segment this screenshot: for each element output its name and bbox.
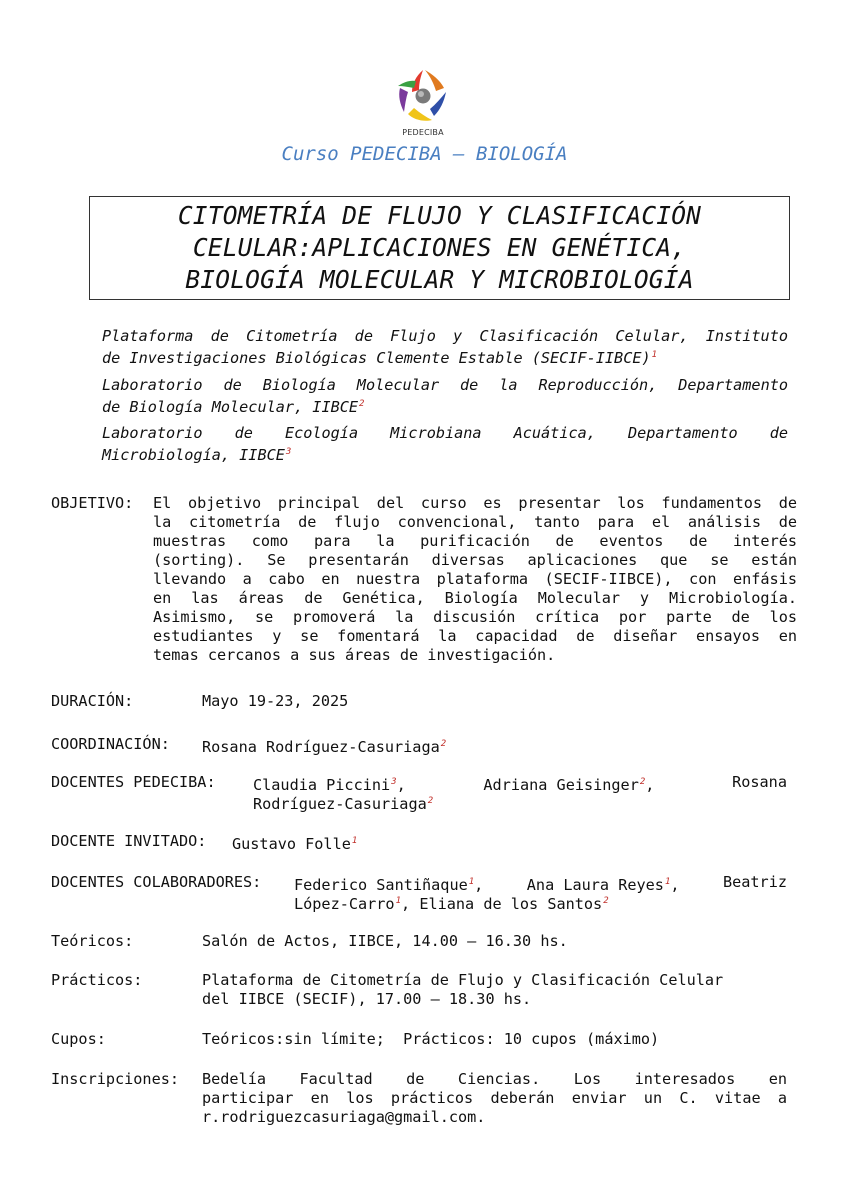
- colaborador-santinaque: Federico Santiñaque$^1$,: [294, 876, 484, 894]
- practicos-line-1: Plataforma de Citometría de Flujo y Clasificación Celular: [202, 971, 724, 989]
- affiliation-3-ref: 3: [285, 447, 292, 457]
- docente-name: Gustavo Folle: [232, 835, 351, 853]
- course-subtitle: Curso PEDECIBA – BIOLOGÍA: [281, 143, 568, 165]
- docente-geisinger: Adriana Geisinger$^2$,: [483, 776, 655, 794]
- title-box: [89, 196, 790, 300]
- affiliation-1: [102, 327, 788, 368]
- star-logo-icon: [392, 66, 454, 128]
- inscripciones-line-2: participar en los prácticos deberán enviar un C. vitae a: [202, 1089, 787, 1107]
- affiliation-1-line1: Plataforma de Citometría de Flujo y Clasificación Celular, Instituto: [102, 327, 788, 345]
- objetivo-line-5: llevando a cabo en nuestra plataforma (SECIF-IIBCE), con enfásis: [153, 570, 797, 588]
- docente-name: Adriana Geisinger: [483, 776, 639, 794]
- docente-invitado-label: DOCENTE INVITADO:: [51, 832, 207, 850]
- inscripciones-label: Inscripciones:: [51, 1070, 180, 1088]
- title-line-1: CITOMETRÍA DE FLUJO Y CLASIFICACIÓN: [177, 201, 702, 230]
- practicos-line-2: del IIBCE (SECIF), 17.00 – 18.30 hs.: [202, 990, 532, 1008]
- objetivo-line-4: (sorting). Se presentarán diversas aplicaciones que se están: [153, 551, 797, 569]
- docente-name: Claudia Piccini: [253, 776, 391, 794]
- affiliation-2-ref: 2: [359, 399, 365, 409]
- colaborador-beatriz: Beatriz: [722, 873, 787, 891]
- docente-ref: 2: [639, 777, 646, 787]
- affiliation-1-line2: de Investigaciones Biológicas Clemente Estable (SECIF-IIBCE): [102, 349, 651, 367]
- objetivo-line-7: Asimismo, se promoverá la discusión crítica por parte de los: [153, 608, 797, 626]
- docentes-pedeciba-label: DOCENTES PEDECIBA:: [51, 773, 216, 791]
- docente-ref: 1: [351, 836, 358, 846]
- affiliation-2: [102, 376, 788, 417]
- affiliation-2-line2: de Biología Molecular, IIBCE: [102, 398, 359, 416]
- objetivo-line-3: muestras como para la purificación de eventos de interés: [153, 532, 797, 550]
- affiliation-2-line1: Laboratorio de Biología Molecular de la Reproducción, Departamento: [102, 376, 788, 394]
- docentes-colaboradores-label: DOCENTES COLABORADORES:: [51, 873, 262, 891]
- affiliation-3: [102, 424, 788, 465]
- colaborador-ref: 2: [603, 896, 609, 906]
- coordinacion-name: Rosana Rodríguez-Casuriaga: [202, 738, 440, 756]
- duracion-value: Mayo 19-23, 2025: [202, 692, 349, 710]
- coordinacion-label: COORDINACIÓN:: [51, 735, 170, 753]
- colaborador-ref: 1: [664, 877, 671, 887]
- teoricos-label: Teóricos:: [51, 932, 134, 950]
- logo-caption: PEDECIBA: [402, 128, 444, 137]
- docente-invitado-value: [232, 832, 357, 854]
- affiliation-3-line1: Laboratorio de Ecología Microbiana Acuática, Departamento de: [102, 424, 788, 442]
- colaborador-name: Ana Laura Reyes: [526, 876, 664, 894]
- colaborador-name: Eliana de los Santos: [419, 895, 603, 913]
- affiliation-3-line2: Microbiología, IIBCE: [102, 446, 285, 464]
- teoricos-value: Salón de Actos, IIBCE, 14.00 – 16.30 hs.: [202, 932, 568, 950]
- cupos-value: Teóricos:sin límite; Prácticos: 10 cupos (máximo): [202, 1030, 660, 1048]
- objetivo-line-9: temas cercanos a sus áreas de investigación.: [153, 646, 556, 664]
- docente-piccini: Claudia Piccini$^3$,: [253, 776, 406, 794]
- colaborador-reyes: Ana Laura Reyes$^1$,: [526, 876, 680, 894]
- objetivo-line-8: estudiantes y se fomentará la capacidad de diseñar ensayos en: [153, 627, 797, 645]
- docentes-pedeciba-line-2: [253, 792, 433, 814]
- coordinacion-ref: 2: [440, 739, 447, 749]
- colaborador-ref: 1: [468, 877, 475, 887]
- pedeciba-logo: [392, 66, 454, 140]
- objetivo-line-2: la citometría de flujo convencional, tanto para el análisis de: [153, 513, 797, 531]
- objetivo-line-1: El objetivo principal del curso es presentar los fundamentos de: [153, 494, 797, 512]
- inscripciones-email[interactable]: r.rodriguezcasuriaga@gmail.com.: [202, 1108, 486, 1126]
- objetivo-line-6: en las áreas de Genética, Biología Molecular y Microbiología.: [153, 589, 797, 607]
- colaborador-name: Federico Santiñaque: [294, 876, 468, 894]
- docente-ref: 2: [427, 796, 434, 806]
- title-line-3: BIOLOGÍA MOLECULAR Y MICROBIOLOGÍA: [185, 265, 694, 294]
- title-line-2: CELULAR:APLICACIONES EN GENÉTICA,: [192, 233, 687, 262]
- inscripciones-line-1: Bedelía Facultad de Ciencias. Los interesados en: [202, 1070, 787, 1088]
- colaborador-name: López-Carro: [294, 895, 395, 913]
- objetivo-label: OBJETIVO:: [51, 494, 134, 512]
- docente-ref: 3: [391, 777, 397, 787]
- docentes-colaboradores-line-2: López-Carro$^1$, Eliana de los Santos$^2$: [294, 895, 609, 913]
- docente-name: Rodríguez-Casuriaga: [253, 795, 427, 813]
- practicos-label: Prácticos:: [51, 971, 143, 989]
- cupos-label: Cupos:: [51, 1030, 106, 1048]
- colaborador-ref: 1: [395, 896, 402, 906]
- docente-rosana: Rosana: [732, 773, 787, 791]
- coordinacion-value: [202, 735, 446, 757]
- affiliation-1-ref: 1: [651, 350, 658, 360]
- duracion-label: DURACIÓN:: [51, 692, 134, 710]
